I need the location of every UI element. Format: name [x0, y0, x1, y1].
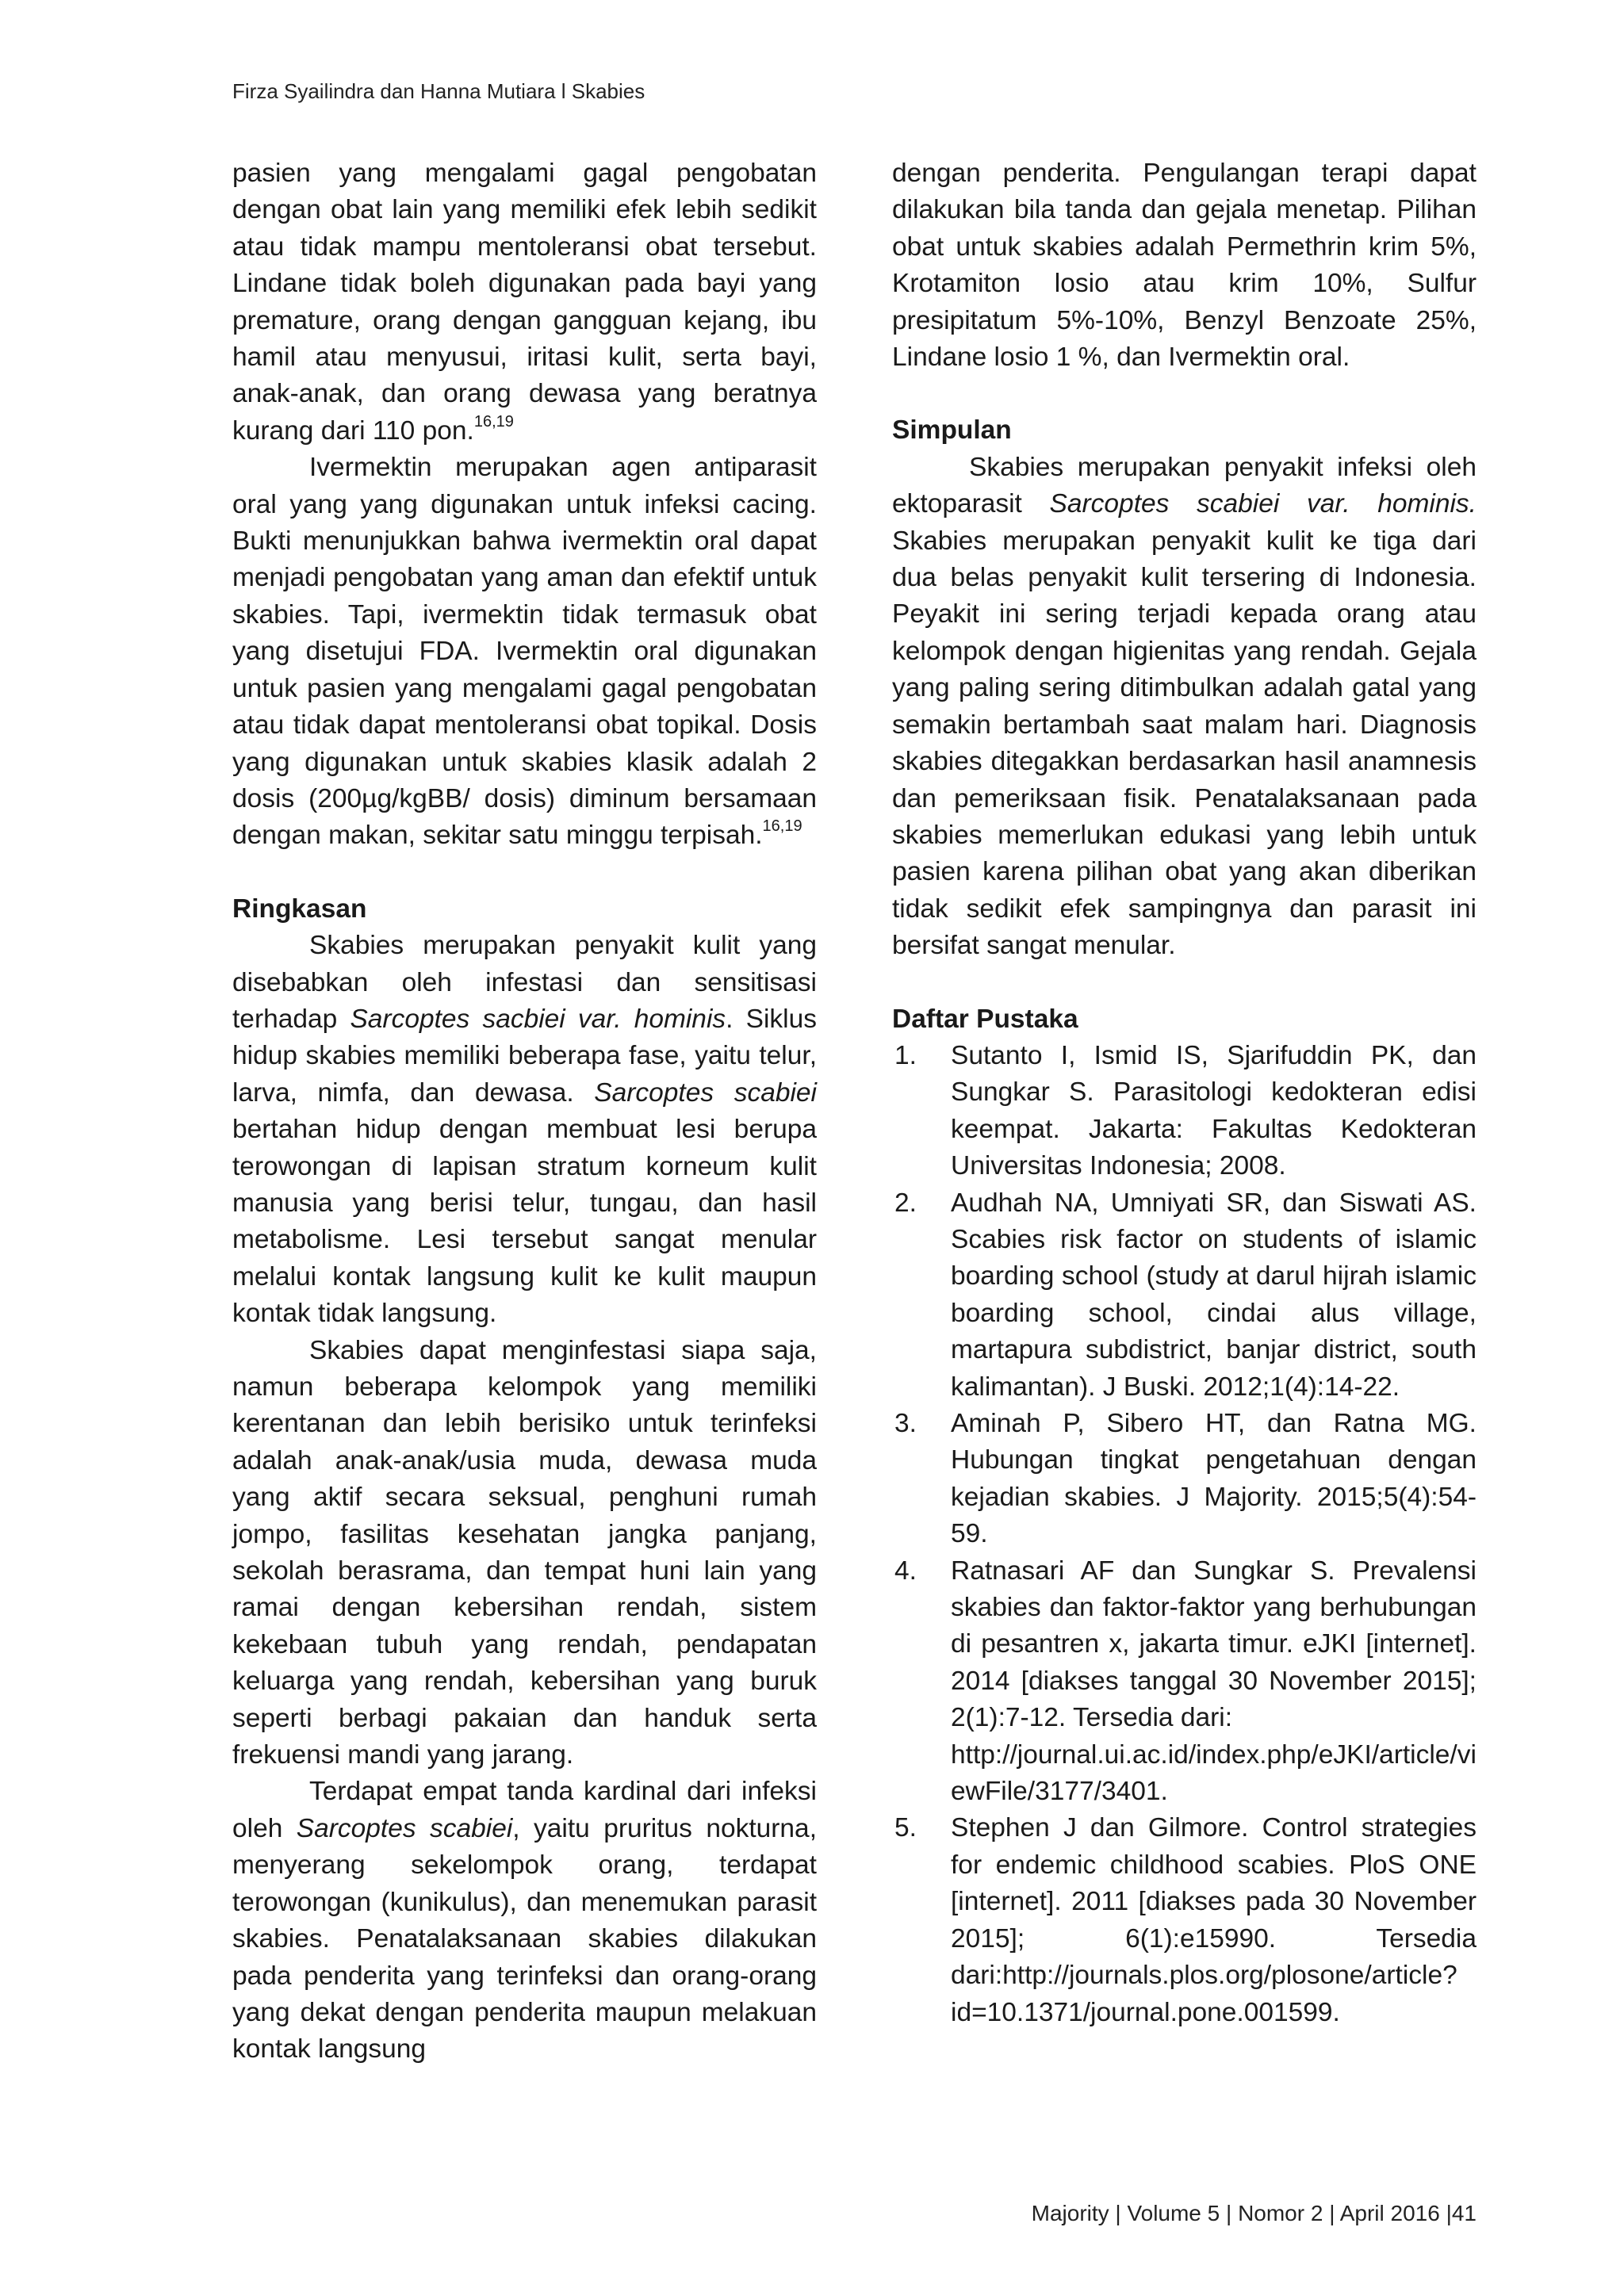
paragraph-simpulan: Skabies merupakan penyakit infeksi oleh ektoparasit Sarcoptes scabiei var. hominis. Skabies merupakan penyakit kulit ke tiga dari dua belas penyakit kulit tersering di Indonesia. Peyakit ini sering terjadi kepada orang atau kelompok dengan higienitas yang rendah. Gejala yang paling sering ditimbulkan adalah gatal yang semakin bertambah saat malam hari. Diagnosis skabies ditegakkan berdasarkan hasil anamnesis dan pemeriksaan fisik. Penatalaksanaan pada skabies memerlukan edukasi yang lebih untuk pasien karena pilihan obat yang akan diberikan tidak sedikit efek sampingnya dan parasit ini bersifat sangat menular. — [892, 452, 1477, 961]
page-footer: Majority | Volume 5 | Nomor 2 | April 2016 |41 — [1031, 2201, 1477, 2225]
citation: 16,19 — [473, 412, 514, 430]
reference-item: 5. Stephen J dan Gilmore. Control strategies for endemic childhood scabies. PloS ONE [internet]. 2011 [diakses pada 30 November 2015]; 6(1):e15990. Tersedia dari:http://journals.plos.org/plosone/article?id=10.1371/journal.pone.001599. — [894, 1813, 1477, 2027]
reference-url[interactable]: http://journal.ui.ac.id/index.php/eJKI/article/viewFile/3177/3401. — [951, 1739, 1477, 1807]
paragraph-pilihan-obat: dengan penderita. Pengulangan terapi dapat dilakukan bila tanda dan gejala menetap. Pilihan obat untuk skabies adalah Permethrin krim 5%, Krotamiton losio atau krim 10%, Sulfur presipitatum 5%-10%, Benzyl Benzoate 25%, Lindane losio 1 %, dan Ivermektin oral. — [892, 159, 1477, 373]
paragraph-ringkasan-1: Skabies merupakan penyakit kulit yang disebabkan oleh infestasi dan sensitisasi terhadap Sarcoptes sacbiei var. hominis. Siklus hidup skabies memiliki beberapa fase, yaitu telur, larva, nimfa, dan dewasa. Sarcoptes scabiei bertahan hidup dengan membuat lesi berupa terowongan di lapisan stratum korneum kulit manusia yang berisi telur, tungau, dan hasil metabolisme. Lesi tersebut sangat menular melalui kontak langsung kulit ke kulit maupun kontak tidak langsung. — [232, 931, 817, 1329]
heading-daftar-pustaka: Daftar Pustaka — [892, 1004, 1078, 1034]
citation: 16,19 — [762, 817, 802, 836]
reference-item: 3. Aminah P, Sibero HT, dan Ratna MG. Hubungan tingkat pengetahuan dengan kejadian skabies. J Majority. 2015;5(4):54-59. — [894, 1409, 1477, 1549]
paragraph-ringkasan-2: Skabies dapat menginfestasi siapa saja, namun beberapa kelompok yang memiliki kerentanan dan lebih berisiko untuk terinfeksi adalah anak-anak/usia muda, dewasa muda yang aktif secara seksual, penghuni rumah jompo, fasilitas kesehatan jangka panjang, sekolah berasrama, dan tempat huni lain yang ramai dengan kebersihan rendah, sistem kekebaan tubuh yang rendah, pendapatan keluarga yang rendah, kebersihan yang buruk seperti berbagi pakaian dan handuk serta frekuensi mandi yang jarang. — [232, 1335, 817, 1770]
heading-simpulan: Simpulan — [892, 415, 1012, 446]
reference-item: 2. Audhah NA, Umniyati SR, dan Siswati AS. Scabies risk factor on students of islamic boarding school (study at darul hijrah islamic boarding school, cindai alus village, martapura subdistrict, banjar district, south kalimantan). J Buski. 2012;1(4):14-22. — [894, 1188, 1477, 1402]
paragraph-ringkasan-3: Terdapat empat tanda kardinal dari infeksi oleh Sarcoptes scabiei, yaitu pruritus nokturna, menyerang sekelompok orang, terdapat terowongan (kunikulus), dan menemukan parasit skabies. Penatalaksanaan skabies dilakukan pada penderita yang terinfeksi dan orang-orang yang dekat dengan penderita maupun melakuan kontak langsung — [232, 1777, 817, 2064]
heading-ringkasan: Ringkasan — [232, 894, 367, 924]
reference-list — [892, 1038, 1477, 2031]
running-head: Firza Syailindra dan Hanna Mutiara l Skabies — [232, 79, 645, 103]
reference-item: 1. Sutanto I, Ismid IS, Sjarifuddin PK, dan Sungkar S. Parasitologi kedokteran edisi keempat. Jakarta: Fakultas Kedokteran Universitas Indonesia; 2008. — [894, 1040, 1477, 1181]
left-column — [232, 155, 817, 2068]
reference-item: 4. Ratnasari AF dan Sungkar S. Prevalensi skabies dan faktor-faktor yang berhubungan di pesantren x, jakarta timur. eJKI [internet]. 2014 [diakses tanggal 30 November 2015]; 2(1):7-12. Tersedia dari: http://journal.ui.ac.id/index.php/eJKI/article/viewFile/3177/3401. — [892, 1553, 1477, 1811]
paragraph-ivermektin: Ivermektin merupakan agen antiparasit oral yang yang digunakan untuk infeksi cacing. Bukti menunjukkan bahwa ivermektin oral dapat menjadi pengobatan yang aman dan efektif untuk skabies. Tapi, ivermektin tidak termasuk obat yang disetujui FDA. Ivermektin oral digunakan untuk pasien yang mengalami gagal pengobatan atau tidak dapat mentoleransi obat topikal. Dosis yang digunakan untuk skabies klasik adalah 2 dosis (200µg/kgBB/ dosis) diminum bersamaan dengan makan, sekitar satu minggu terpisah.$^{16,19}$ — [232, 453, 817, 851]
paragraph-lindane: pasien yang mengalami gagal pengobatan dengan obat lain yang memiliki efek lebih sedikit atau tidak mampu mentoleransi obat tersebut. Lindane tidak boleh digunakan pada bayi yang premature, orang dengan gangguan kejang, ibu hamil atau menyusui, iritasi kulit, serta bayi, anak-anak, dan orang dewasa yang beratnya kurang dari 110 pon.$^{16,19}$ — [232, 159, 817, 446]
right-column — [892, 155, 1477, 2031]
